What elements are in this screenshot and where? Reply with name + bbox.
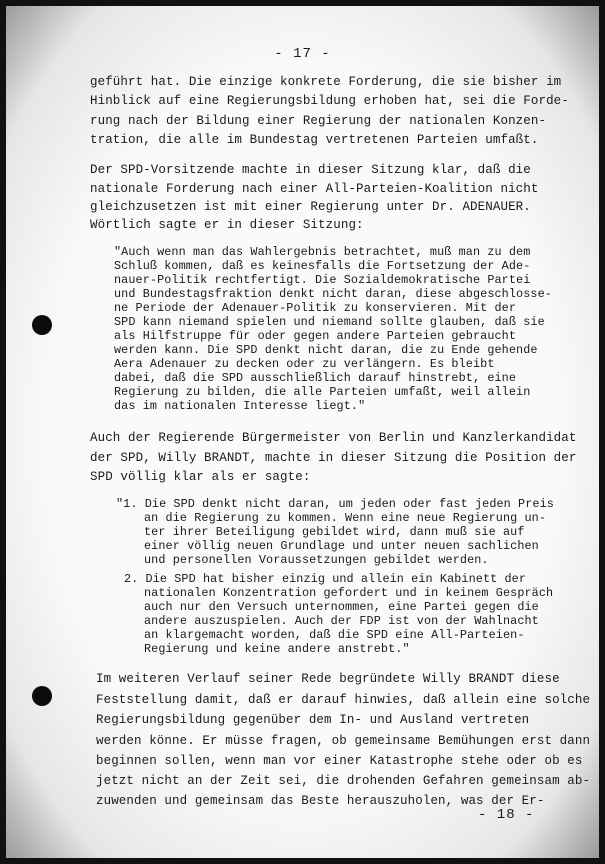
- quote-line: Regierung zu bilden, die alle Parteien umfaßt, weil allein: [114, 385, 531, 399]
- text-line: Wörtlich sagte er in dieser Sitzung:: [90, 218, 364, 232]
- quote-line: an die Regierung zu kommen. Wenn eine neue Regierung un-: [144, 511, 547, 525]
- text-line: rung nach der Bildung einer Regierung der nationalen Konzen-: [90, 114, 547, 128]
- text-line: gleichzusetzen ist mit einer Regierung unter Dr. ADENAUER.: [90, 200, 531, 214]
- quote-line: "Auch wenn man das Wahlergebnis betrachtet, muß man zu dem: [114, 245, 531, 259]
- quote-line: Schluß kommen, daß es keinesfalls die Fortsetzung der Ade-: [114, 259, 531, 273]
- quote-line: das im nationalen Interesse liegt.": [114, 399, 366, 413]
- quote-line: werden kann. Die SPD denkt nicht daran, die zu Ende gehende: [114, 343, 538, 357]
- page-number: - 17 -: [274, 46, 331, 62]
- quote-line: nauer-Politik rechtfertigt. Die Sozialdemokratische Partei: [114, 273, 531, 287]
- quote-line: und Bundestagsfraktion denkt nicht daran, diese abgeschlosse-: [114, 287, 552, 301]
- punch-hole: [32, 315, 52, 335]
- text-line: der SPD, Willy BRANDT, machte in dieser Sitzung die Position der: [90, 451, 577, 465]
- quote-line: 2. Die SPD hat bisher einzig und allein ein Kabinett der: [124, 572, 527, 586]
- text-line: beginnen sollen, wenn man vor einer Katastrophe stehe oder ob es: [96, 754, 583, 768]
- quote-line: Aera Adenauer zu decken oder zu verlängern. Es bleibt: [114, 357, 495, 371]
- quote-line: andere auszuspielen. Auch der FDP ist von der Wahlnacht: [144, 614, 539, 628]
- text-line: SPD völlig klar als er sagte:: [90, 470, 311, 484]
- quote-line: ne Periode der Adenauer-Politik zu konservieren. Mit der: [114, 301, 517, 315]
- punch-hole: [32, 686, 52, 706]
- quote-line: einer völlig neuen Grundlage und unter neuen sachlichen: [144, 539, 539, 553]
- quote-line: auch nur den Versuch unternommen, eine Partei gegen die: [144, 600, 539, 614]
- next-page-number: - 18 -: [478, 807, 535, 823]
- text-line: Im weiteren Verlauf seiner Rede begründete Willy BRANDT diese: [96, 672, 560, 686]
- text-line: Hinblick auf eine Regierungsbildung erhoben hat, sei die Forde-: [90, 94, 569, 108]
- quote-line: nationalen Konzentration gefordert und in keinem Gespräch: [144, 586, 554, 600]
- text-line: Der SPD-Vorsitzende machte in dieser Sitzung klar, daß die: [90, 163, 531, 177]
- quote-line: dabei, daß die SPD ausschließlich darauf hinstrebt, eine: [114, 371, 517, 385]
- quote-line: ter ihrer Beteiligung gebildet wird, dann muß sie auf: [144, 525, 525, 539]
- text-line: Auch der Regierende Bürgermeister von Berlin und Kanzlerkandidat: [90, 431, 577, 445]
- text-line: Regierungsbildung gegenüber dem In- und Ausland vertreten: [96, 713, 530, 727]
- text-line: jetzt nicht an der Zeit sei, die drohenden Gefahren gemeinsam ab-: [96, 774, 591, 788]
- quote-line: an klargemacht worden, daß die SPD eine All-Parteien-: [144, 628, 525, 642]
- quote-line: SPD kann niemand spielen und niemand sollte glauben, daß sie: [114, 315, 545, 329]
- text-line: Feststellung damit, daß er darauf hinwies, daß allein eine solche: [96, 693, 591, 707]
- quote-line: "1. Die SPD denkt nicht daran, um jeden oder fast jeden Preis: [116, 497, 554, 511]
- text-line: werden könne. Er müsse fragen, ob gemeinsame Bemühungen erst dann: [96, 734, 591, 748]
- quote-line: Regierung und keine andere anstrebt.": [144, 642, 410, 656]
- text-line: zuwenden und gemeinsam das Beste herauszuholen, was der Er-: [96, 794, 545, 808]
- quote-line: und personellen Voraussetzungen gebildet werden.: [144, 553, 489, 567]
- text-line: geführt hat. Die einzige konkrete Forderung, die sie bisher im: [90, 75, 562, 89]
- quote-line: als Hilfstruppe für oder gegen andere Parteien gebraucht: [114, 329, 517, 343]
- text-line: tration, die alle im Bundestag vertretenen Parteien umfaßt.: [90, 133, 539, 147]
- text-line: nationale Forderung nach einer All-Parteien-Koalition nicht: [90, 182, 539, 196]
